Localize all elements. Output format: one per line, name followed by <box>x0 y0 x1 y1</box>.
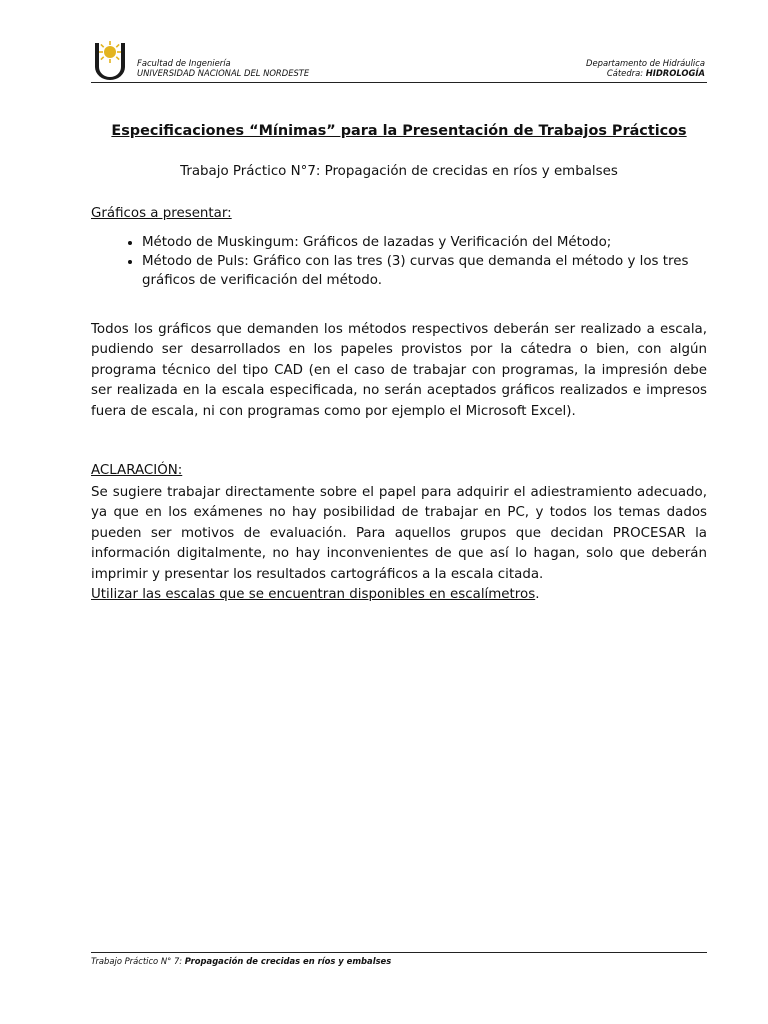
department-block <box>586 58 705 78</box>
scale-note-end: . <box>535 587 540 603</box>
university-name: UNIVERSIDAD NACIONAL DEL NORDESTE <box>137 68 310 78</box>
document-title: Especificaciones “Mínimas” para la Presentación de Trabajos Prácticos <box>111 123 687 139</box>
document-subtitle: Trabajo Práctico N°7: Propagación de crecidas en ríos y embalses <box>180 164 618 179</box>
scale-note: Utilizar las escalas que se encuentran disponibles en escalímetros <box>91 587 536 603</box>
department-name: Departamento de Hidráulica <box>586 58 705 68</box>
footer-prefix: Trabajo Práctico N° 7: <box>91 956 183 966</box>
page-header <box>91 40 707 83</box>
footer-title: Propagación de crecidas en ríos y embalses <box>184 956 392 966</box>
list-item: • Método de Muskingum: Gráficos de lazadas y Verificación del Método; <box>142 233 707 252</box>
aclaracion-text: Se sugiere trabajar directamente sobre el papel para adquirir el adiestramiento adecuado, ya que en los exámenes no hay posibilidad de trabajar en PC, y todos los temas dados pueden ser motivos de evaluación. Para aquellos grupos que decidan PROCESAR la información digitalmente, no hay inconvenientes de que así lo hagan, solo que deberán imprimir y presentar los resultados cartográficos a la escala citada. <box>91 485 707 582</box>
page-footer <box>91 952 707 966</box>
aclaracion-heading: ACLARACIÓN: <box>91 463 183 478</box>
course-line <box>586 68 705 78</box>
aclaracion-paragraph <box>91 483 707 605</box>
faculty-block <box>137 58 309 78</box>
graficos-list <box>91 233 707 290</box>
course-name: HIDROLOGÍA <box>645 68 705 78</box>
list-item: • Método de Puls: Gráfico con las tres (3) curvas que demanda el método y los tres gráficos de verificación del método. <box>142 252 707 290</box>
body-paragraph: Todos los gráficos que demanden los métodos respectivos deberán ser realizado a escala, pudiendo ser desarrollados en los papeles provistos por la cátedra o bien, con algún programa técnico del tipo CAD (en el caso de trabajar con programas, la impresión debe ser realizada en la escala especificada, no serán aceptados gráficos realizados e impresos fuera de escala, ni con programas como por ejemplo el Microsoft Excel). <box>91 322 707 419</box>
faculty-name: Facultad de Ingeniería <box>137 58 231 68</box>
graficos-heading: Gráficos a presentar: <box>91 206 232 221</box>
course-prefix: Cátedra: <box>606 68 644 78</box>
university-logo <box>93 41 127 81</box>
